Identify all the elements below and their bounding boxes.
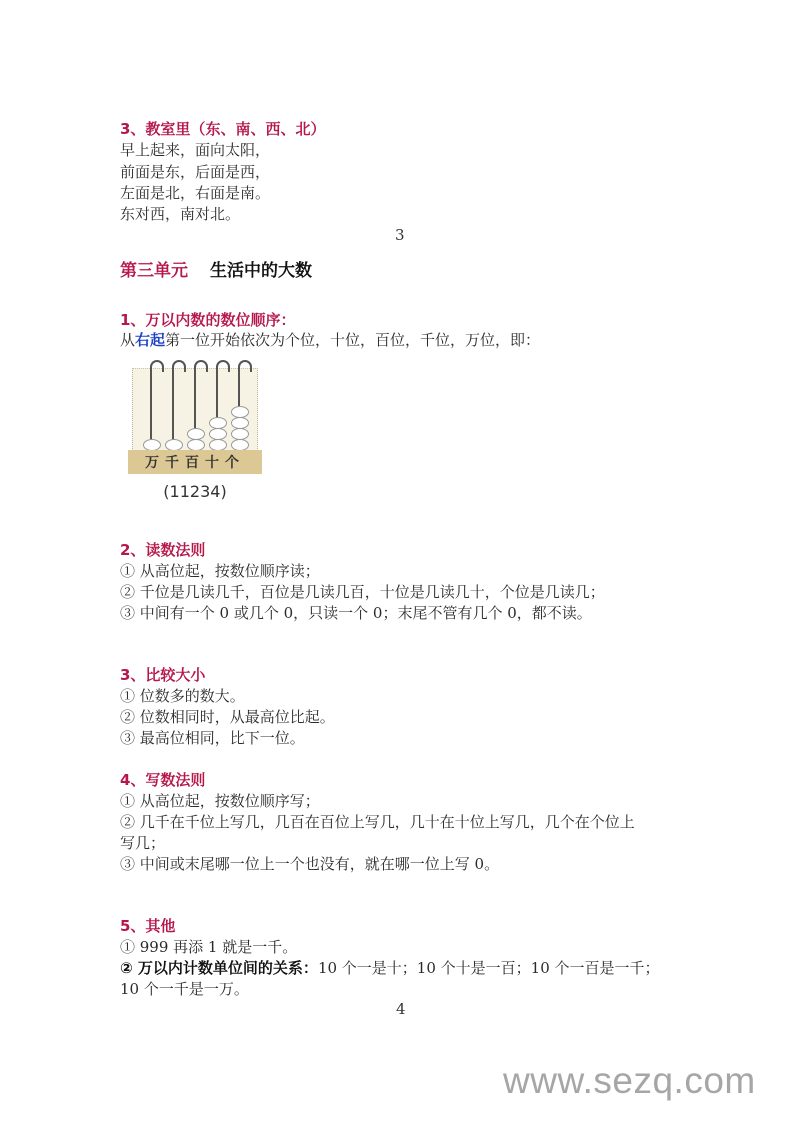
- list-item: ① 位数多的数大。: [120, 687, 245, 705]
- list-item: [120, 958, 660, 978]
- list-item: ② 几千在千位上写几，几百在百位上写几，几十在十位上写几，几个在个位上: [120, 813, 635, 831]
- abacus-hook: [172, 360, 186, 372]
- abacus-rod: [172, 366, 174, 450]
- section-heading-4: 4、写数法则: [120, 771, 206, 789]
- section-heading-3: 3、比较大小: [120, 666, 206, 684]
- list-item: ③ 中间或末尾哪一位上一个也没有，就在哪一位上写 0。: [120, 855, 500, 873]
- unit-label: 第三单元: [120, 261, 188, 281]
- text-line: 左面是北，右面是南。: [120, 184, 271, 202]
- abacus-bead: [231, 428, 249, 440]
- abacus-base: [128, 450, 262, 474]
- bold-label: ② 万以内计数单位间的关系：: [120, 959, 318, 977]
- list-item: ③ 最高位相同，比下一位。: [120, 729, 305, 747]
- page-number: 4: [396, 1000, 406, 1018]
- highlight-text: 右起: [135, 331, 166, 349]
- list-item: ② 位数相同时，从最高位比起。: [120, 708, 335, 726]
- abacus-bead: [209, 417, 227, 429]
- text-line: 东对西，南对北。: [120, 205, 241, 223]
- section-heading-5: 5、其他: [120, 917, 176, 935]
- page-number: 3: [395, 226, 405, 244]
- abacus-bead: [187, 428, 205, 440]
- abacus-place-labels: 万千百十个: [145, 455, 245, 471]
- list-item: ① 从高位起，按数位顺序写；: [120, 792, 320, 810]
- abacus-hook: [238, 360, 252, 372]
- section-heading-1: 1、万以内数的数位顺序：: [120, 311, 296, 329]
- watermark: www.sezq.com: [503, 1060, 756, 1101]
- abacus-number: (11234): [163, 482, 227, 501]
- unit-title: [120, 256, 312, 281]
- list-item: ① 从高位起，按数位顺序读；: [120, 562, 320, 580]
- abacus-image: [120, 356, 270, 508]
- text-rest: 第一位开始依次为个位，十位，百位，千位，万位，即：: [165, 331, 541, 349]
- abacus-bead: [231, 417, 249, 429]
- text-line: 早上起来，面向太阳，: [120, 141, 271, 159]
- list-item: ② 千位是几读几千，百位是几读几百，十位是几读几十，个位是几读几；: [120, 583, 605, 601]
- section-heading-2: 2、读数法则: [120, 541, 206, 559]
- text-rest: 10 个一是十；10 个十是一百；10 个一百是一千；: [317, 959, 660, 977]
- abacus-hook: [216, 360, 230, 372]
- abacus-hook: [194, 360, 208, 372]
- list-item: ① 999 再添 1 就是一千。: [120, 938, 298, 956]
- abacus-hook: [150, 360, 164, 372]
- abacus-bead: [209, 428, 227, 440]
- text-line: [120, 330, 540, 350]
- list-item: 10 个一千是一万。: [120, 980, 249, 998]
- list-item: ③ 中间有一个 0 或几个 0，只读一个 0；末尾不管有几个 0，都不读。: [120, 604, 592, 622]
- abacus-bead: [231, 406, 249, 418]
- abacus-rod: [150, 366, 152, 450]
- unit-name: 生活中的大数: [210, 261, 312, 281]
- list-item: 写几；: [120, 834, 166, 852]
- section-heading-directions: 3、教室里（东、南、西、北）: [120, 120, 326, 138]
- text-line: 前面是东，后面是西，: [120, 163, 271, 181]
- text-prefix: 从: [120, 331, 136, 349]
